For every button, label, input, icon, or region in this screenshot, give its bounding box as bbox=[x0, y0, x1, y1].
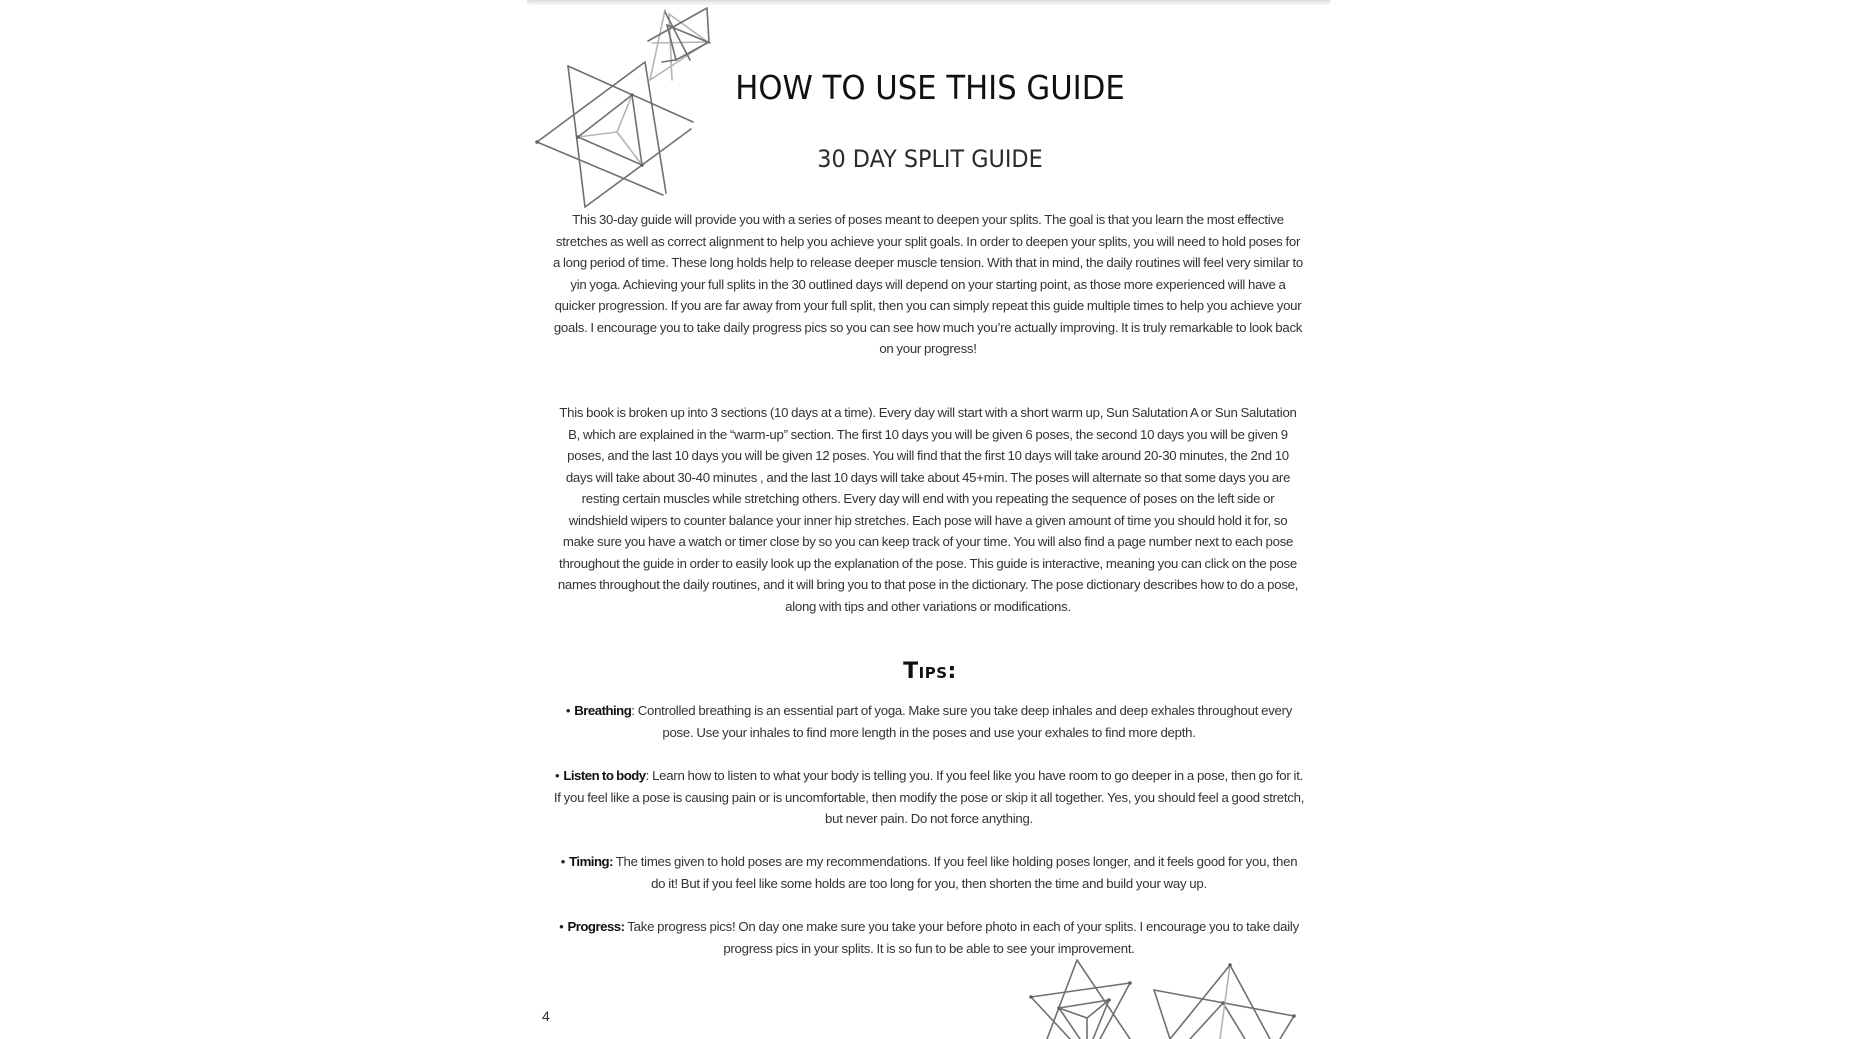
structure-paragraph: This book is broken up into 3 sections (10 days at a time). Every day will start with a short warm up, Sun Salutation A or Sun Salutation B, which are explained in the “warm-up” section. The first 10 days you will be given 6 poses, the second 10 days you will be given 9 poses, and the last 10 days you will be given 12 poses. You will find that the first 10 days will take around 20-30 minutes, the 2nd 10 days will take about 30-40 minutes , and the last 10 days will take about 45+min. The poses will alternate so that some days you are resting certain muscles while stretching others. Every day will end with you repeating the sequence of poses on the left side or windshield wipers to counter balance your inner hip stretches. Each pose will have a given amount of time you should hold it for, so make sure you have a watch or timer close by so you can keep track of your time. You will also find a page number next to each pose throughout the guide in order to easily look up the explanation of the pose. This guide is interactive, meaning you can click on the pose names throughout the daily routines, and it will bring you to that pose in the dictionary. The pose dictionary describes how to do a pose, along with tips and other variations or modifications. bbox=[557, 405, 1299, 614]
tip-listen-to-body bbox=[553, 765, 1305, 830]
tips-heading: Tips: bbox=[903, 659, 957, 684]
tip-label: Timing: bbox=[569, 854, 613, 869]
bullet-icon: • bbox=[554, 768, 560, 783]
intro-paragraph: This 30-day guide will provide you with a series of poses meant to deepen your splits. The goal is that you learn the most effective stretches as well as correct alignment to help you achieve your split goals. In order to deepen your splits, you will need to hold poses for a long period of time. These long holds help to release deeper muscle tension. With that in mind, the daily routines will feel very similar to yin yoga. Achieving your full splits in the 30 outlined days will depend on your starting point, as those more experienced will have a quicker progression. If you are far away from your full split, then you can simply repeat this guide multiple times to help you achieve your goals. I encourage you to take daily progress pics so you can see how much you’re actually improving. It is truly remarkable to look back on your progress! bbox=[553, 212, 1304, 356]
tip-label: Listen to body bbox=[563, 768, 646, 783]
bullet-icon: • bbox=[565, 703, 571, 718]
tip-text: : Learn how to listen to what your body is telling you. If you feel like you have room to go deeper in a pose, then go for it. If you feel like a pose is causing pain or is uncomfortable, then modify the pose or skip it all together. Yes, you should feel a good stretch, but never pain. Do not force anything. bbox=[553, 768, 1305, 826]
tip-progress bbox=[553, 916, 1305, 959]
page-top-edge bbox=[527, 0, 1330, 3]
page-subtitle: 30 DAY SPLIT GUIDE bbox=[817, 145, 1043, 173]
page-number: 4 bbox=[542, 1008, 550, 1024]
tip-label: Progress: bbox=[567, 919, 625, 934]
tip-label: Breathing bbox=[574, 703, 632, 718]
bullet-icon: • bbox=[560, 854, 566, 869]
tip-timing bbox=[553, 851, 1305, 894]
page-title: HOW TO USE THIS GUIDE bbox=[735, 68, 1125, 107]
tip-text: Take progress pics! On day one make sure you take your before photo in each of your splits. I encourage you to take daily progress pics in your splits. It is so fun to be able to see your improvement. bbox=[624, 919, 1299, 956]
tip-breathing bbox=[553, 700, 1305, 743]
tip-text: : Controlled breathing is an essential part of yoga. Make sure you take deep inhales and deep exhales throughout every pose. Use your inhales to find more length in the poses and use your exhales to find more depth. bbox=[631, 703, 1293, 740]
bullet-icon: • bbox=[559, 919, 564, 934]
tip-text: The times given to hold poses are my recommendations. If you feel like holding poses longer, and it feels good for you, then do it! But if you feel like some holds are too long for you, then shorten the time and build your way up. bbox=[612, 854, 1298, 891]
